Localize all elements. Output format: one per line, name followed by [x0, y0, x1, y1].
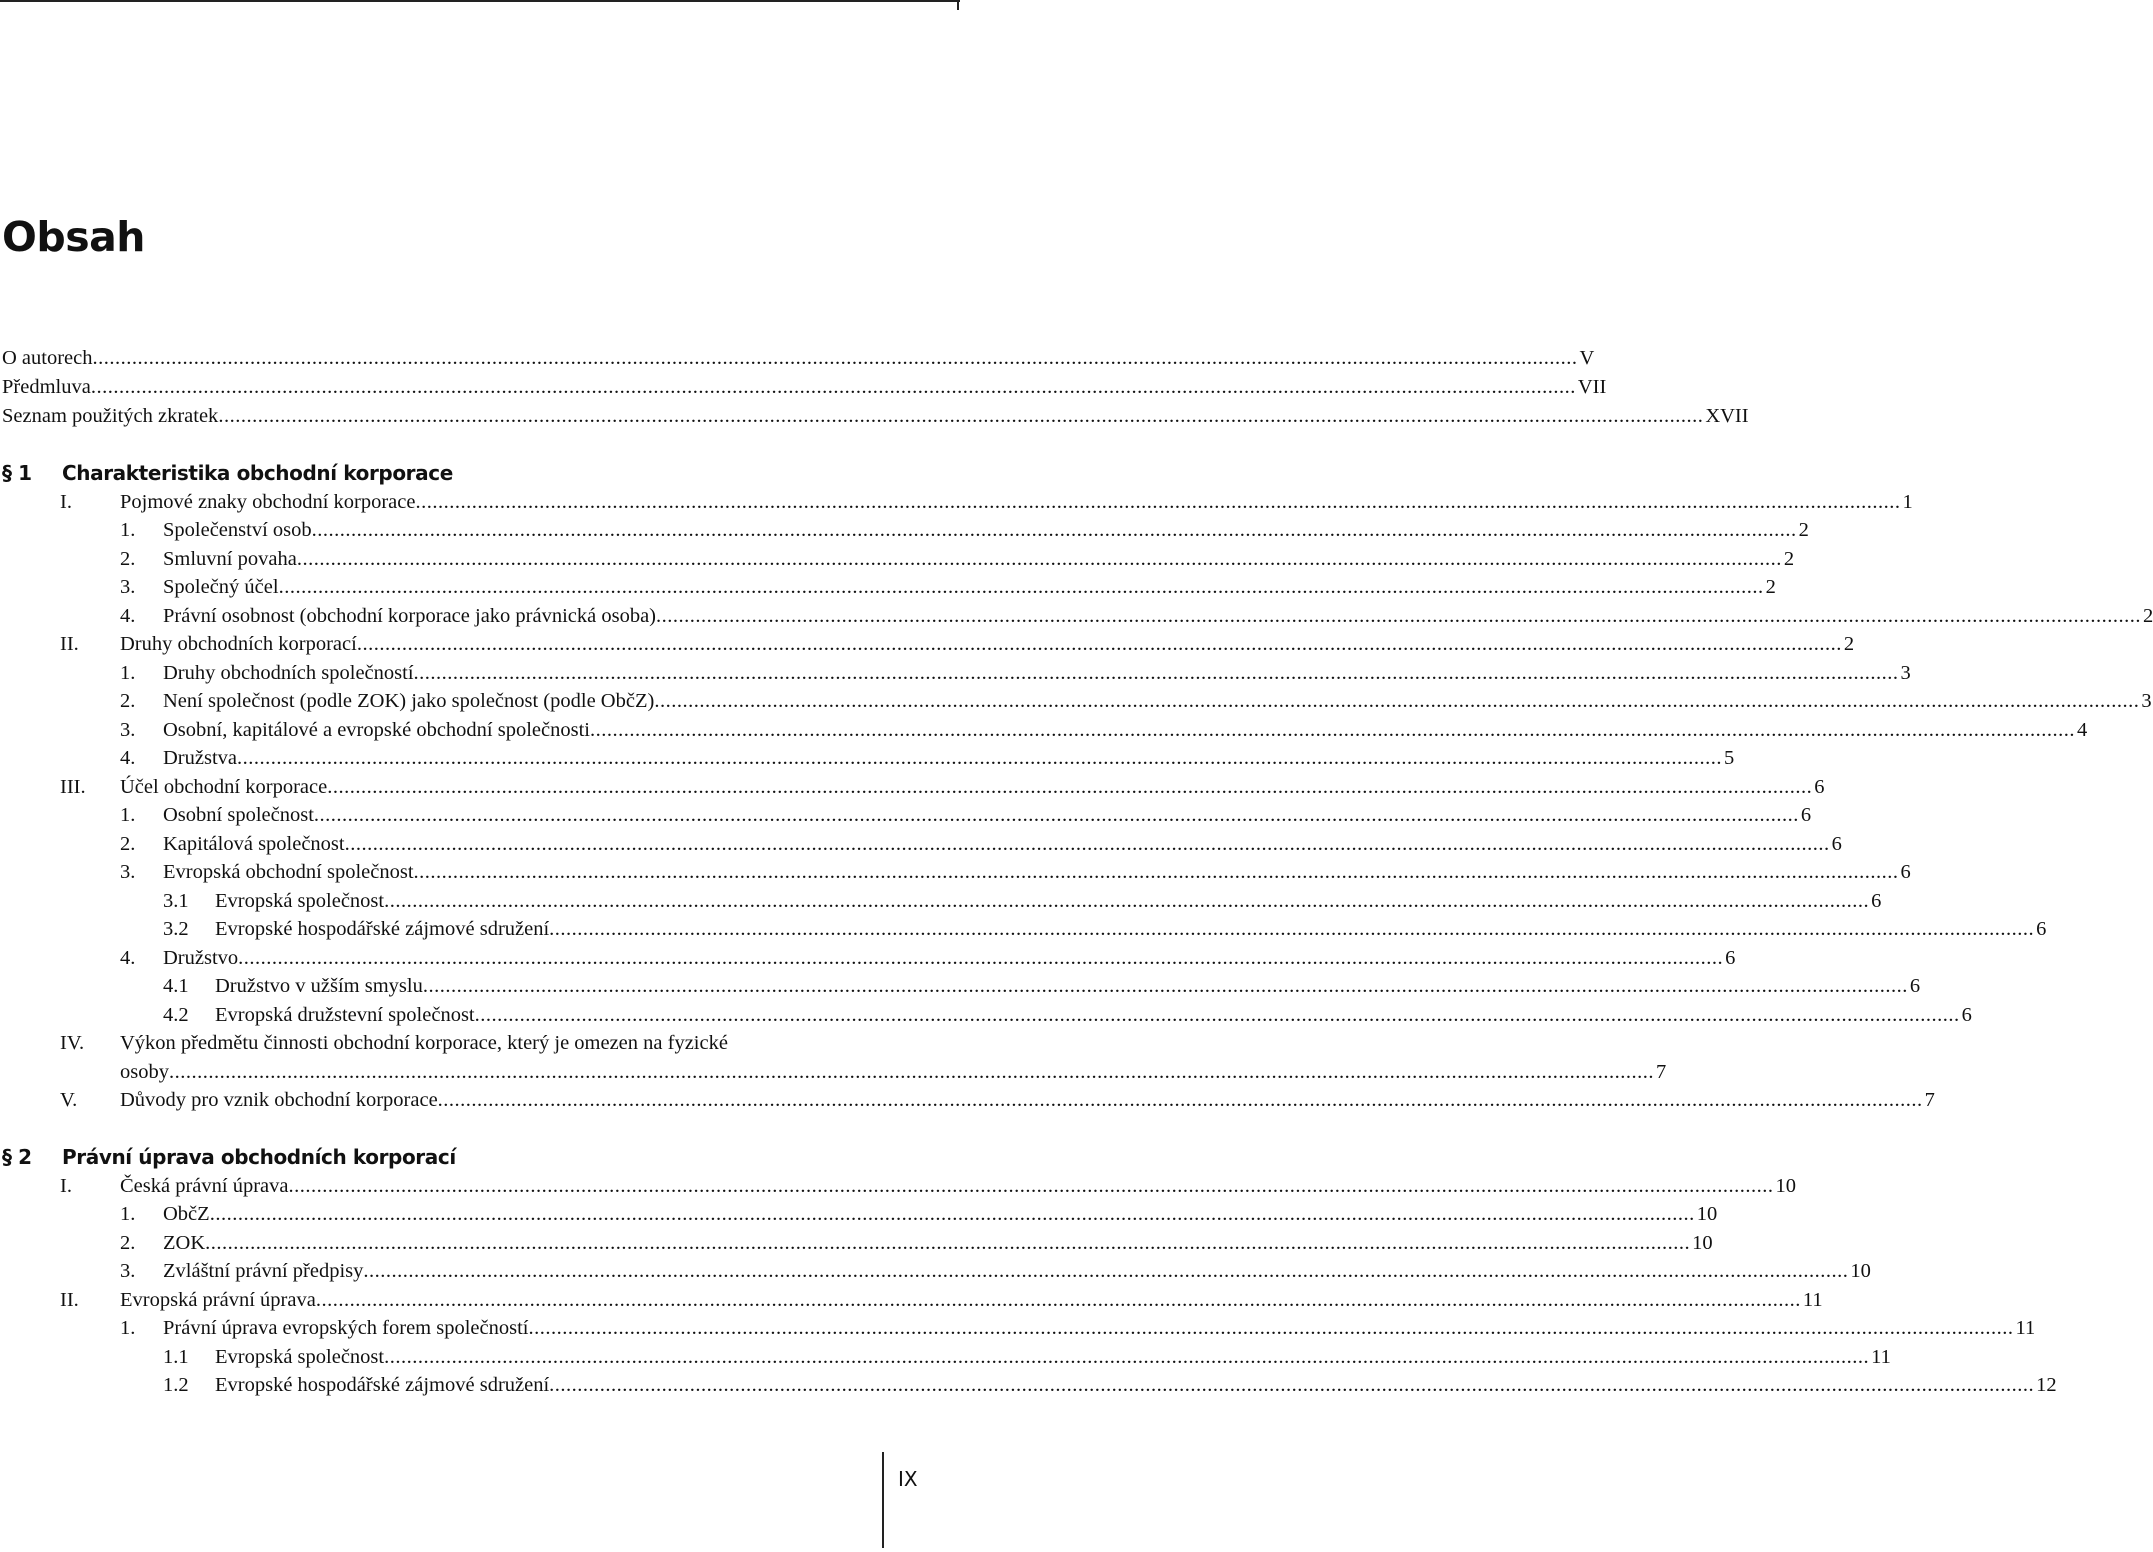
- toc-entry-title: Osobní společnost: [163, 804, 314, 826]
- toc-entry-title: Evropská právní úprava: [120, 1289, 316, 1311]
- toc-entry-page: 3: [2141, 690, 2152, 712]
- toc-entry-title: Společný účel: [163, 576, 279, 598]
- toc-leader: ........................................................................................................................................................................................................................................................................: [92, 347, 1578, 369]
- toc-leader: ........................................................................................................................................................................................................................................................................: [209, 1203, 1695, 1225]
- toc-entry-number: 1.: [120, 519, 136, 541]
- toc-entry-page: 6: [1831, 833, 1842, 855]
- toc-entry[interactable]: [60, 773, 1825, 801]
- toc-entry-page: 6: [1871, 890, 1882, 912]
- toc-entry-page: 6: [1900, 861, 1911, 883]
- toc-entry-page: 6: [1961, 1004, 1972, 1026]
- toc-leader: ........................................................................................................................................................................................................................................................................: [218, 405, 1704, 427]
- toc-entry-page: 10: [1775, 1175, 1796, 1197]
- toc-leader: ........................................................................................................................................................................................................................................................................: [238, 947, 1724, 969]
- page-number: IX: [898, 1467, 918, 1491]
- top-rule-tick: [957, 0, 959, 10]
- section-heading[interactable]: [2, 1142, 882, 1172]
- toc-leader: ........................................................................................................................................................................................................................................................................: [384, 890, 1870, 912]
- toc-entry-title: Družstvo: [163, 947, 239, 969]
- toc-entry-page: 2: [1783, 548, 1795, 570]
- toc-leader: ........................................................................................................................................................................................................................................................................: [313, 804, 1799, 826]
- toc-entry-title: Osobní, kapitálové a evropské obchodní společnosti: [163, 719, 590, 741]
- toc-entry[interactable]: [60, 630, 1855, 658]
- toc-leader: ........................................................................................................................................................................................................................................................................: [344, 833, 1830, 855]
- toc-entry[interactable]: [120, 801, 1812, 829]
- toc-entry-number: II.: [60, 1289, 79, 1311]
- toc-entry-page: 5: [1724, 747, 1735, 769]
- toc-entry-number: 4.: [120, 947, 136, 969]
- toc-entry-number: III.: [60, 776, 86, 798]
- toc-entry-page: 11: [1802, 1289, 1823, 1311]
- toc-entry-number: 4.1: [163, 975, 189, 997]
- toc-leader: ........................................................................................................................................................................................................................................................................: [168, 1061, 1654, 1083]
- toc-entry-number: I.: [60, 1175, 72, 1197]
- toc-entry-title: Smluvní povaha: [163, 548, 297, 570]
- toc-entry-page: 6: [2036, 918, 2047, 940]
- toc-entry[interactable]: [120, 1229, 1713, 1257]
- toc-entry[interactable]: [60, 1086, 1935, 1114]
- toc-entry[interactable]: [120, 716, 2088, 744]
- toc-leader: ........................................................................................................................................................................................................................................................................: [327, 776, 1813, 798]
- toc-entry[interactable]: [163, 915, 2047, 943]
- toc-leader: ........................................................................................................................................................................................................................................................................: [413, 861, 1899, 883]
- toc-entry-title: O autorech: [2, 347, 93, 369]
- toc-entry-title: ZOK: [163, 1232, 206, 1254]
- toc-entry-page: 6: [1800, 804, 1812, 826]
- toc-entry[interactable]: [60, 1286, 1823, 1314]
- toc-entry-page: VII: [1577, 376, 1607, 398]
- footer-rule: [882, 1452, 884, 1548]
- toc-entry-number: 3.: [120, 719, 136, 741]
- toc-entry-title: Kapitálová společnost: [163, 833, 345, 855]
- toc-entry-number: 4.2: [163, 1004, 189, 1026]
- toc-entry-page: 7: [1924, 1089, 1935, 1111]
- toc-entry-number: 3.1: [163, 890, 189, 912]
- toc-entry-continuation[interactable]: [120, 1058, 1667, 1086]
- page-title: Obsah: [2, 213, 145, 261]
- toc-leader: ........................................................................................................................................................................................................................................................................: [363, 1260, 1849, 1282]
- section-number: § 2: [2, 1145, 32, 1169]
- toc-entry[interactable]: [163, 887, 1882, 915]
- toc-leader: ........................................................................................................................................................................................................................................................................: [315, 1289, 1801, 1311]
- section-number: § 1: [2, 461, 32, 485]
- toc-entry-number: II.: [60, 633, 79, 655]
- toc-leader: ........................................................................................................................................................................................................................................................................: [549, 918, 2035, 940]
- section-heading[interactable]: [2, 458, 882, 488]
- toc-leader: ........................................................................................................................................................................................................................................................................: [296, 548, 1782, 570]
- toc-entry-title-continuation: osoby: [120, 1061, 169, 1083]
- toc-entry-page: 11: [1871, 1346, 1891, 1368]
- toc-entry-title: Účel obchodní korporace: [120, 776, 328, 798]
- top-rule: [0, 0, 960, 2]
- toc-leader: ........................................................................................................................................................................................................................................................................: [356, 633, 1842, 655]
- toc-leader: ........................................................................................................................................................................................................................................................................: [205, 1232, 1691, 1254]
- toc-entry-number: 2.: [120, 1232, 136, 1254]
- toc-entry-title: Společenství osob: [163, 519, 312, 541]
- toc-entry-title: Druhy obchodních korporací: [120, 633, 357, 655]
- toc-leader: ........................................................................................................................................................................................................................................................................: [384, 1346, 1870, 1368]
- toc-entry-page: 2: [2143, 605, 2153, 627]
- toc-entry-number: 2.: [120, 548, 136, 570]
- toc-entry-number: 1.: [120, 1203, 136, 1225]
- toc-entry-number: I.: [60, 491, 72, 513]
- toc-leader: ........................................................................................................................................................................................................................................................................: [311, 519, 1797, 541]
- toc-entry-title: Výkon předmětu činnosti obchodní korporace, který je omezen na fyzické: [120, 1032, 728, 1054]
- toc-entry-title: Evropské hospodářské zájmové sdružení: [215, 918, 550, 940]
- toc-entry-number: 3.: [120, 861, 136, 883]
- toc-entry-page: 10: [1696, 1203, 1718, 1225]
- toc-entry-title: Není společnost (podle ZOK) jako společnost (podle ObčZ): [163, 690, 655, 712]
- toc-entry-title: Evropská družstevní společnost: [215, 1004, 475, 1026]
- toc-entry[interactable]: [120, 744, 1735, 772]
- toc-entry-number: 4.: [120, 605, 136, 627]
- toc-leader: ........................................................................................................................................................................................................................................................................: [90, 376, 1576, 398]
- toc-leader: ........................................................................................................................................................................................................................................................................: [278, 576, 1764, 598]
- toc-entry[interactable]: [2, 373, 1607, 401]
- toc-entry-page: 4: [2077, 719, 2088, 741]
- toc-entry-page: 2: [1798, 519, 1809, 541]
- toc-entry-number: 1.: [120, 1317, 136, 1339]
- toc-entry[interactable]: [120, 573, 1776, 601]
- toc-entry-number: 4.: [120, 747, 136, 769]
- toc-entry[interactable]: [120, 1200, 1718, 1228]
- toc-leader: ........................................................................................................................................................................................................................................................................: [474, 1004, 1960, 1026]
- toc-entry-number: 1.2: [163, 1374, 189, 1396]
- toc-leader: ........................................................................................................................................................................................................................................................................: [237, 747, 1723, 769]
- toc-leader: ........................................................................................................................................................................................................................................................................: [413, 662, 1899, 684]
- toc-entry[interactable]: [120, 858, 1911, 886]
- toc-entry[interactable]: [163, 1371, 2057, 1399]
- toc-entry[interactable]: [120, 1257, 1871, 1285]
- toc-entry-title: Pojmové znaky obchodní korporace: [120, 491, 416, 513]
- toc-entry-title: Druhy obchodních společností: [163, 662, 414, 684]
- toc-entry-number: 1.1: [163, 1346, 189, 1368]
- toc-entry-page: 10: [1692, 1232, 1713, 1254]
- toc-entry-title: Evropská společnost: [215, 890, 385, 912]
- toc-entry-title: Evropské hospodářské zájmové sdružení: [215, 1374, 550, 1396]
- toc-entry[interactable]: [120, 944, 1736, 972]
- toc-entry-number: V.: [60, 1089, 78, 1111]
- toc-entry-title: Družstva: [163, 747, 238, 769]
- toc-entry-title: Evropská obchodní společnost: [163, 861, 414, 883]
- toc-leader: ........................................................................................................................................................................................................................................................................: [654, 690, 2140, 712]
- toc-entry-number: 2.: [120, 833, 136, 855]
- toc-entry-title: Právní úprava evropských forem společností: [163, 1317, 529, 1339]
- toc-entry-title: Evropská společnost: [215, 1346, 385, 1368]
- toc-entry[interactable]: [120, 602, 2153, 630]
- toc-entry-title: Právní osobnost (obchodní korporace jako právnická osoba): [163, 605, 657, 627]
- toc-entry-number: 1.: [120, 804, 136, 826]
- toc-entry[interactable]: [163, 1343, 1891, 1371]
- toc-entry-page: 2: [1765, 576, 1776, 598]
- toc-entry-title: ObčZ: [163, 1203, 210, 1225]
- toc-entry[interactable]: [2, 344, 1595, 372]
- toc-leader: ........................................................................................................................................................................................................................................................................: [288, 1175, 1774, 1197]
- toc-entry-title: Předmluva: [2, 376, 91, 398]
- toc-entry-page: 10: [1850, 1260, 1871, 1282]
- toc-leader: ........................................................................................................................................................................................................................................................................: [656, 605, 2142, 627]
- toc-entry[interactable]: [120, 687, 2152, 715]
- toc-entry-number: 3.: [120, 576, 136, 598]
- toc-entry-title: Zvláštní právní předpisy: [163, 1260, 364, 1282]
- toc-leader: ........................................................................................................................................................................................................................................................................: [590, 719, 2075, 741]
- toc-entry-page: 11: [2015, 1317, 2036, 1339]
- toc-entry[interactable]: [120, 545, 1795, 573]
- toc-entry[interactable]: [120, 516, 1809, 544]
- section-title: Charakteristika obchodní korporace: [62, 461, 453, 485]
- toc-leader: ........................................................................................................................................................................................................................................................................: [549, 1374, 2035, 1396]
- toc-entry-title: Družstvo v užším smyslu: [215, 975, 423, 997]
- toc-entry[interactable]: [120, 659, 1911, 687]
- toc-leader: ........................................................................................................................................................................................................................................................................: [415, 491, 1901, 513]
- toc-entry-number: 1.: [120, 662, 136, 684]
- toc-entry-number: 2.: [120, 690, 136, 712]
- toc-entry[interactable]: [60, 1029, 884, 1057]
- toc-entry-page: 12: [2036, 1374, 2057, 1396]
- toc-entry-page: 6: [1725, 947, 1736, 969]
- section-title: Právní úprava obchodních korporací: [62, 1145, 456, 1169]
- toc-entry[interactable]: [60, 488, 1913, 516]
- toc-entry[interactable]: [163, 1001, 1972, 1029]
- toc-entry-page: XVII: [1705, 405, 1749, 427]
- toc-entry-title: Důvody pro vznik obchodní korporace: [120, 1089, 438, 1111]
- toc-leader: ........................................................................................................................................................................................................................................................................: [528, 1317, 2014, 1339]
- toc-entry-page: 6: [1909, 975, 1921, 997]
- toc-entry[interactable]: [163, 972, 1921, 1000]
- toc-entry[interactable]: [60, 1172, 1796, 1200]
- toc-entry-page: 7: [1655, 1061, 1667, 1083]
- toc-leader: ........................................................................................................................................................................................................................................................................: [437, 1089, 1923, 1111]
- toc-entry-number: 3.: [120, 1260, 136, 1282]
- toc-entry-page: 1: [1902, 491, 1913, 513]
- toc-leader: ........................................................................................................................................................................................................................................................................: [422, 975, 1908, 997]
- toc-entry-number: IV.: [60, 1032, 85, 1054]
- toc-entry-page: 6: [1814, 776, 1825, 798]
- toc-entry-page: 2: [1843, 633, 1855, 655]
- toc-entry[interactable]: [120, 1314, 2036, 1342]
- toc-entry[interactable]: [2, 402, 1749, 430]
- toc-entry-title: Česká právní úprava: [120, 1175, 289, 1197]
- toc-entry-title: Seznam použitých zkratek: [2, 405, 219, 427]
- toc-entry-number: 3.2: [163, 918, 189, 940]
- toc-entry-page: V: [1579, 347, 1595, 369]
- toc-entry[interactable]: [120, 830, 1842, 858]
- toc-entry-page: 3: [1900, 662, 1911, 684]
